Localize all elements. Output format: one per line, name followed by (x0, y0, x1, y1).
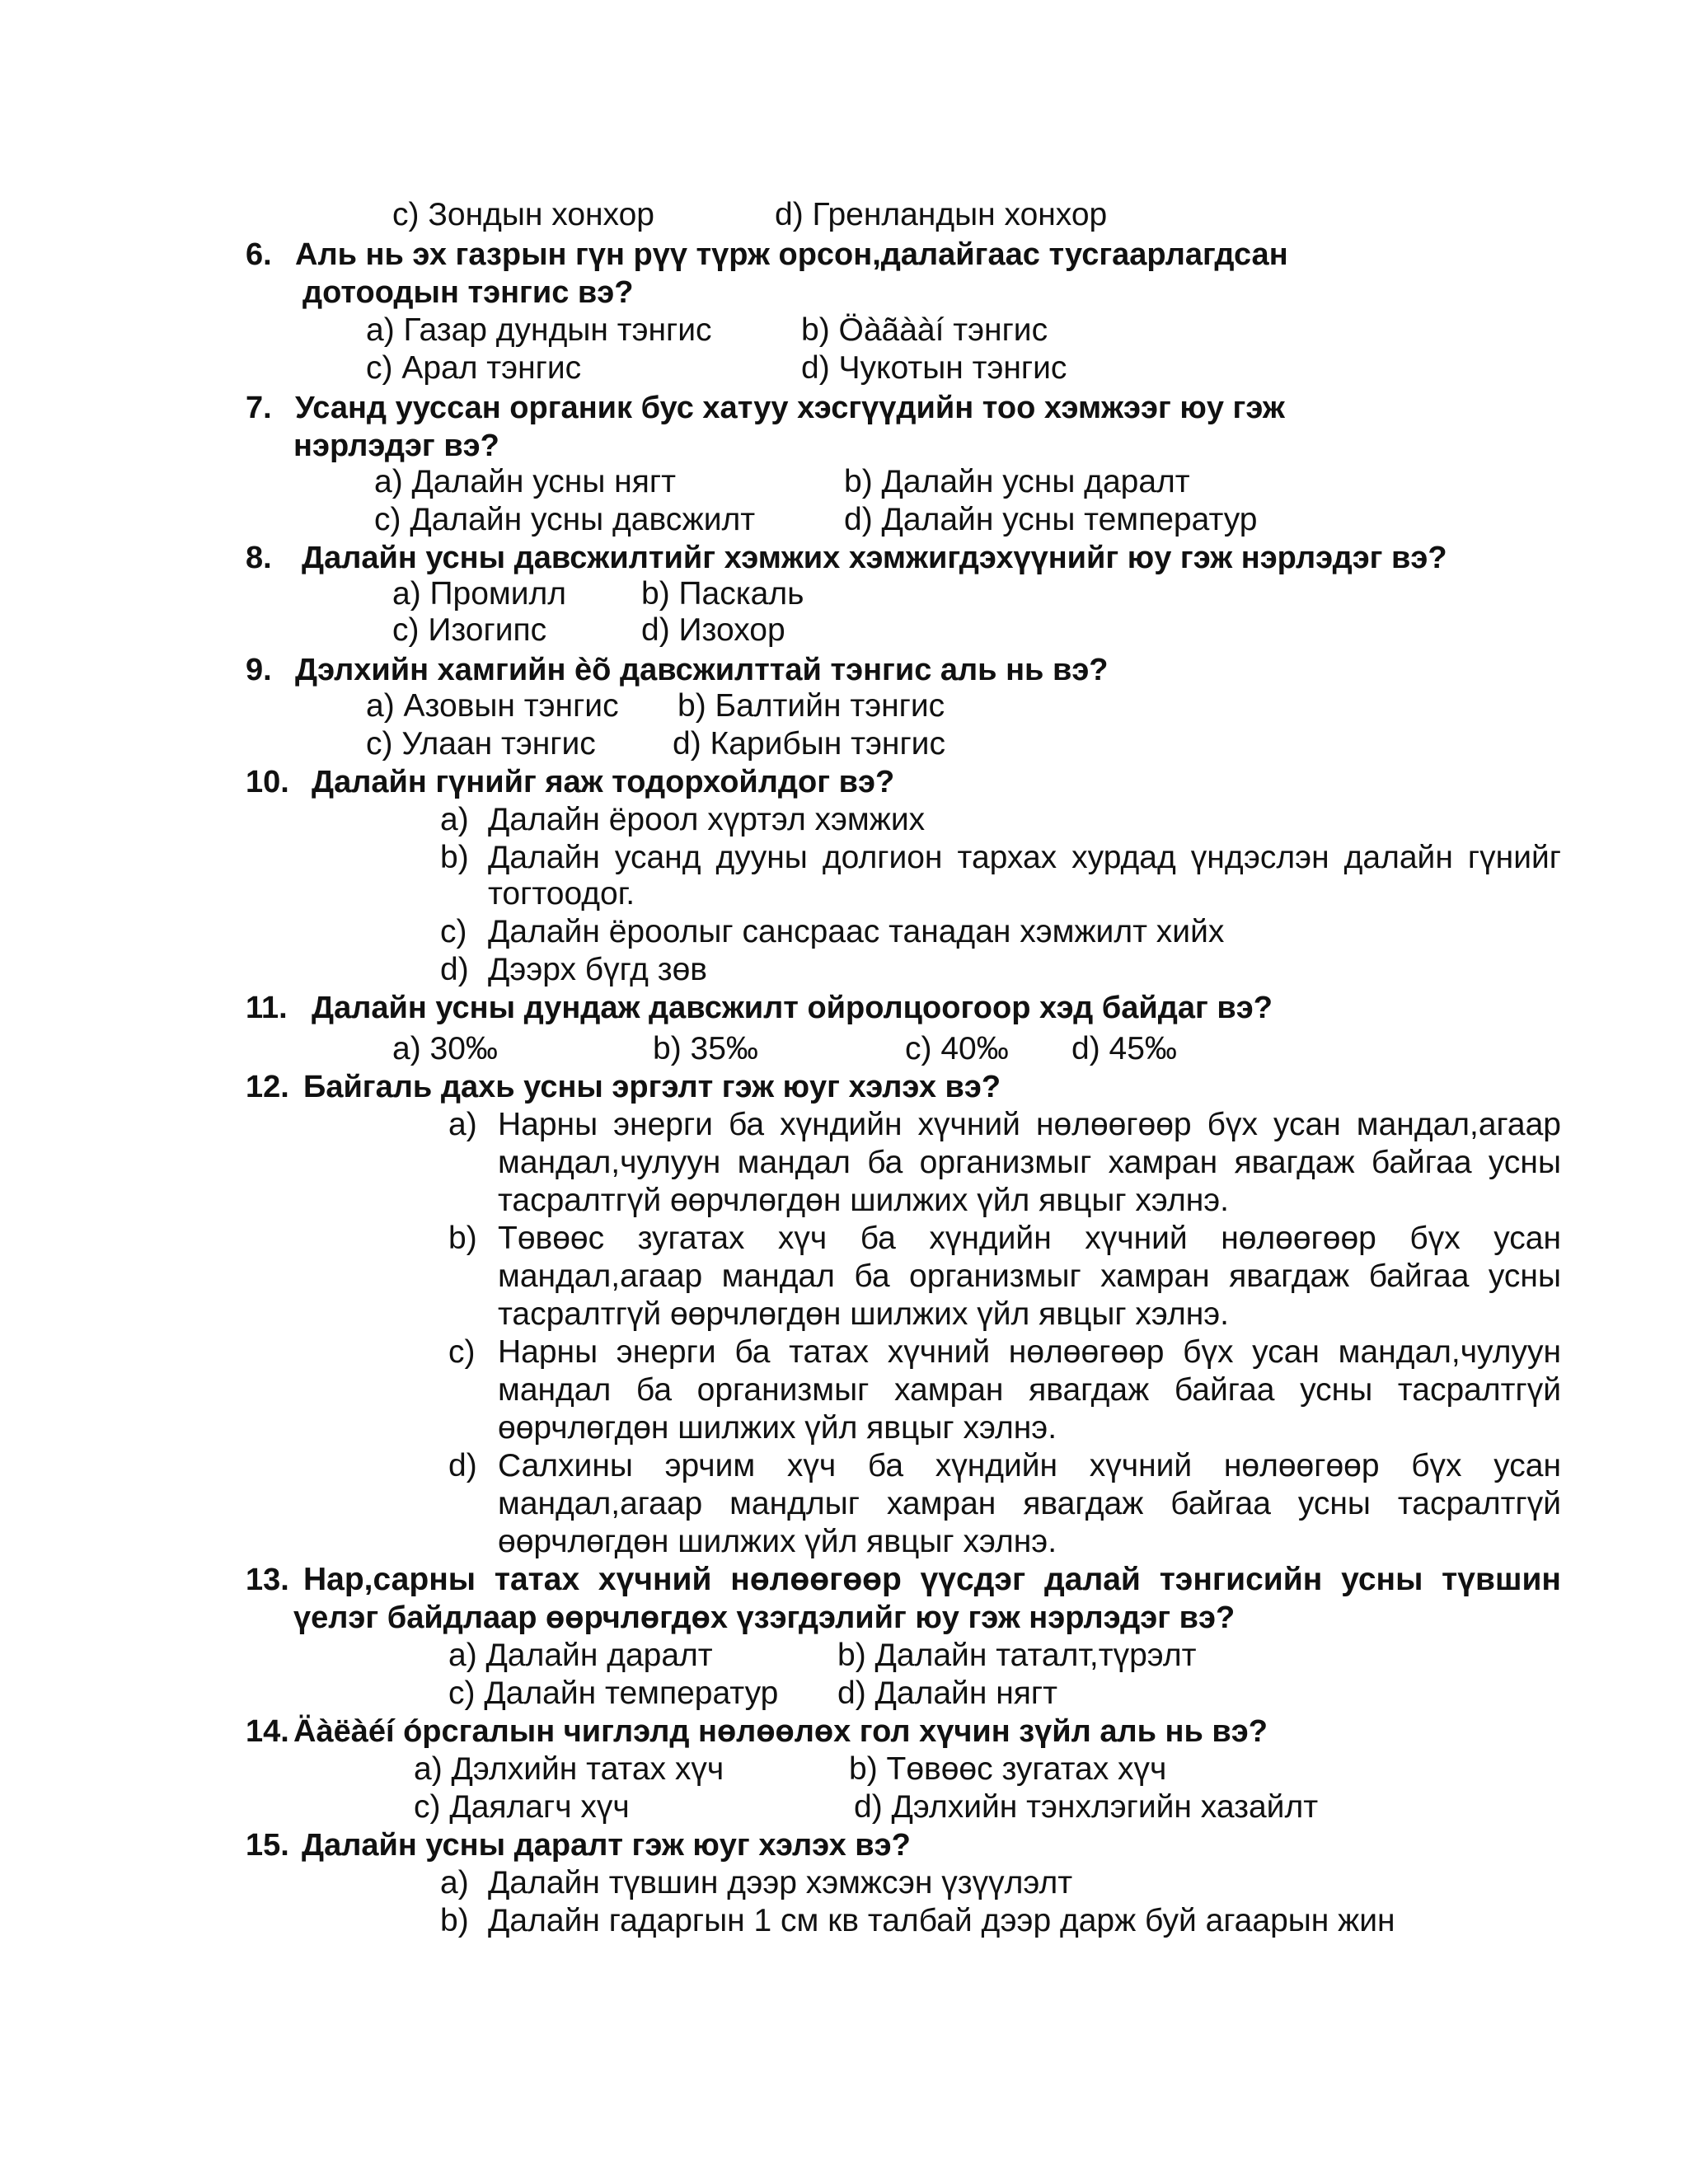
q9-option-b: b) Балтийн тэнгис (678, 688, 945, 724)
q14-option-a: a) Дэлхийн татах хүч (414, 1751, 724, 1787)
q12-option-a-line1: Нарны энерги ба хүндийн хүчний нөлөөгөөр бүх усан мандал,агаар (498, 1107, 1561, 1142)
q6-option-c: c) Арал тэнгис (366, 350, 582, 386)
q12-option-b-letter: b) (448, 1221, 477, 1256)
q10-number: 10. (246, 765, 289, 799)
q7-question-line1: Усанд ууссан органик бус хатуу хэсгүүдийн тоо хэмжээг юу гэж (295, 391, 1285, 425)
q9-question-line1: Дэлхийн хамгийн èõ давсжилттай тэнгис аль нь вэ? (295, 653, 1109, 687)
q14-option-b: b) Төвөөс зугатах хүч (849, 1751, 1167, 1787)
q13-option-c: c) Далайн температур (448, 1675, 779, 1711)
q14-option-d: d) Дэлхийн тэнхлэгийн хазайлт (854, 1789, 1319, 1825)
q11-question-line1: Далайн усны дундаж давсжилт ойролцоогоор хэд байдаг вэ? (312, 991, 1273, 1025)
q13-option-a: a) Далайн даралт (448, 1638, 713, 1673)
q7-number: 7. (246, 391, 272, 425)
q10-option-c-letter: c) (440, 914, 467, 949)
q14-question-line1: Äàëàéí óрсгалын чиглэлд нөлөөлөх гол хүчин зүйл аль нь вэ? (293, 1714, 1268, 1749)
q13-option-b: b) Далайн таталт,түрэлт (837, 1638, 1197, 1673)
q6-question-line2: дотоодын тэнгис вэ? (302, 275, 634, 310)
q12-option-b-line2: мандал,агаар мандал ба организмыг хамран явагдаж байгаа усны (498, 1258, 1561, 1294)
q10-question-line1: Далайн гүнийг яаж тодорхойлдог вэ? (312, 765, 895, 799)
q11-option-b: b) 35‰ (653, 1031, 758, 1066)
q7-option-b: b) Далайн усны даралт (844, 464, 1190, 499)
q12-option-d-line3: өөрчлөгдөн шилжих үйл явцыг хэлнэ. (498, 1524, 1057, 1559)
q12-option-c-line3: өөрчлөгдөн шилжих үйл явцыг хэлнэ. (498, 1410, 1057, 1446)
q6-number: 6. (246, 237, 272, 272)
q12-question-line1: Байгаль дахь усны эргэлт гэж юуг хэлэх вэ? (303, 1070, 1001, 1104)
q15-number: 15. (246, 1828, 289, 1863)
q11-option-a: a) 30‰ (392, 1031, 498, 1066)
q9-option-a: a) Азовын тэнгис (366, 688, 619, 724)
q5-option-c: c) Зондын хонхор (392, 197, 654, 232)
q7-question-line2: нэрлэдэг вэ? (293, 429, 499, 463)
q8-number: 8. (246, 541, 272, 575)
q12-option-c-letter: c) (448, 1334, 476, 1370)
q15-option-b-letter: b) (440, 1903, 469, 1938)
q8-option-b: b) Паскаль (641, 576, 804, 612)
q7-option-d: d) Далайн усны температур (844, 502, 1258, 537)
q12-option-a-letter: a) (448, 1107, 477, 1142)
q13-question-line2: үелэг байдлаар өөрчлөгдөх үзэгдэлийг юу гэж нэрлэдэг вэ? (293, 1601, 1236, 1635)
q7-option-a: a) Далайн усны нягт (374, 464, 676, 499)
q8-question-line1: Далайн усны давсжилтийг хэмжих хэмжигдэхүүнийг юу гэж нэрлэдэг вэ? (302, 541, 1447, 575)
q15-option-a-letter: a) (440, 1865, 469, 1900)
q11-option-d: d) 45‰ (1071, 1031, 1177, 1066)
q6-option-a: a) Газар дундын тэнгис (366, 312, 712, 348)
q8-option-d: d) Изохор (641, 612, 785, 648)
q12-option-a-line3: тасралтгүй өөрчлөгдөн шилжих үйл явцыг хэлнэ. (498, 1183, 1229, 1218)
q13-number: 13. (246, 1563, 289, 1597)
q12-option-d-letter: d) (448, 1448, 477, 1483)
q8-option-a: a) Промилл (392, 576, 567, 612)
q9-number: 9. (246, 653, 272, 687)
q6-question-line1: Аль нь эх газрын гүн рүү түрж орсон,далайгаас тусгаарлагдсан (295, 237, 1288, 272)
q9-option-c: c) Улаан тэнгис (366, 726, 596, 762)
q10-option-a-letter: a) (440, 802, 469, 837)
q12-option-a-line2: мандал,чулуун мандал ба организмыг хамран явагдаж байгаа усны (498, 1145, 1561, 1180)
q6-option-b: b) Öàãààí тэнгис (801, 312, 1048, 348)
q10-option-b-line2: тогтоодог. (488, 876, 635, 912)
q14-option-c: c) Даялагч хүч (414, 1789, 630, 1825)
q12-option-b-line1: Төвөөс зугатах хүч ба хүндийн хүчний нөлөөгөөр бүх усан (498, 1221, 1561, 1256)
q12-option-c-line2: мандал ба организмыг хамран явагдаж байгаа усны тасралтгүй (498, 1372, 1561, 1408)
q10-option-b-line1: Далайн усанд дууны долгион тархах хурдад үндэслэн далайн гүнийг (488, 840, 1561, 875)
q10-option-d-letter: d) (440, 952, 469, 987)
q7-option-c: c) Далайн усны давсжилт (374, 502, 756, 537)
q14-number: 14. (246, 1714, 289, 1749)
q12-option-d-line1: Салхины эрчим хүч ба хүндийн хүчний нөлөөгөөр бүх усан (498, 1448, 1561, 1483)
q12-option-d-line2: мандал,агаар мандлыг хамран явагдаж байгаа усны тасралтгүй (498, 1486, 1561, 1521)
q8-option-c: c) Изогипс (392, 612, 547, 648)
q10-option-d: Дээрх бүгд зөв (488, 952, 707, 987)
q12-option-b-line3: тасралтгүй өөрчлөгдөн шилжих үйл явцыг хэлнэ. (498, 1296, 1229, 1332)
q15-option-a: Далайн түвшин дээр хэмжсэн үзүүлэлт (488, 1865, 1073, 1900)
q13-option-d: d) Далайн нягт (837, 1675, 1057, 1711)
q6-option-d: d) Чукотын тэнгис (801, 350, 1067, 386)
q9-option-d: d) Карибын тэнгис (673, 726, 945, 762)
q10-option-a: Далайн ёроол хүртэл хэмжих (488, 802, 926, 837)
q5-option-d: d) Гренландын хонхор (775, 197, 1108, 232)
q13-question-line1: Нар,сарны татах хүчний нөлөөгөөр үүсдэг далай тэнгисийн усны түвшин (303, 1562, 1561, 1597)
q15-question-line1: Далайн усны даралт гэж юуг хэлэх вэ? (302, 1828, 911, 1863)
q10-option-b-letter: b) (440, 840, 469, 875)
q11-option-c: c) 40‰ (905, 1031, 1009, 1066)
q10-option-c: Далайн ёроолыг сансраас танадан хэмжилт хийх (488, 914, 1225, 949)
q11-number: 11. (246, 991, 288, 1025)
q12-number: 12. (246, 1070, 289, 1104)
q15-option-b: Далайн гадаргын 1 см кв талбай дээр дарж буй агаарын жин (488, 1903, 1395, 1938)
q12-option-c-line1: Нарны энерги ба татах хүчний нөлөөгөөр бүх усан мандал,чулуун (498, 1334, 1561, 1370)
